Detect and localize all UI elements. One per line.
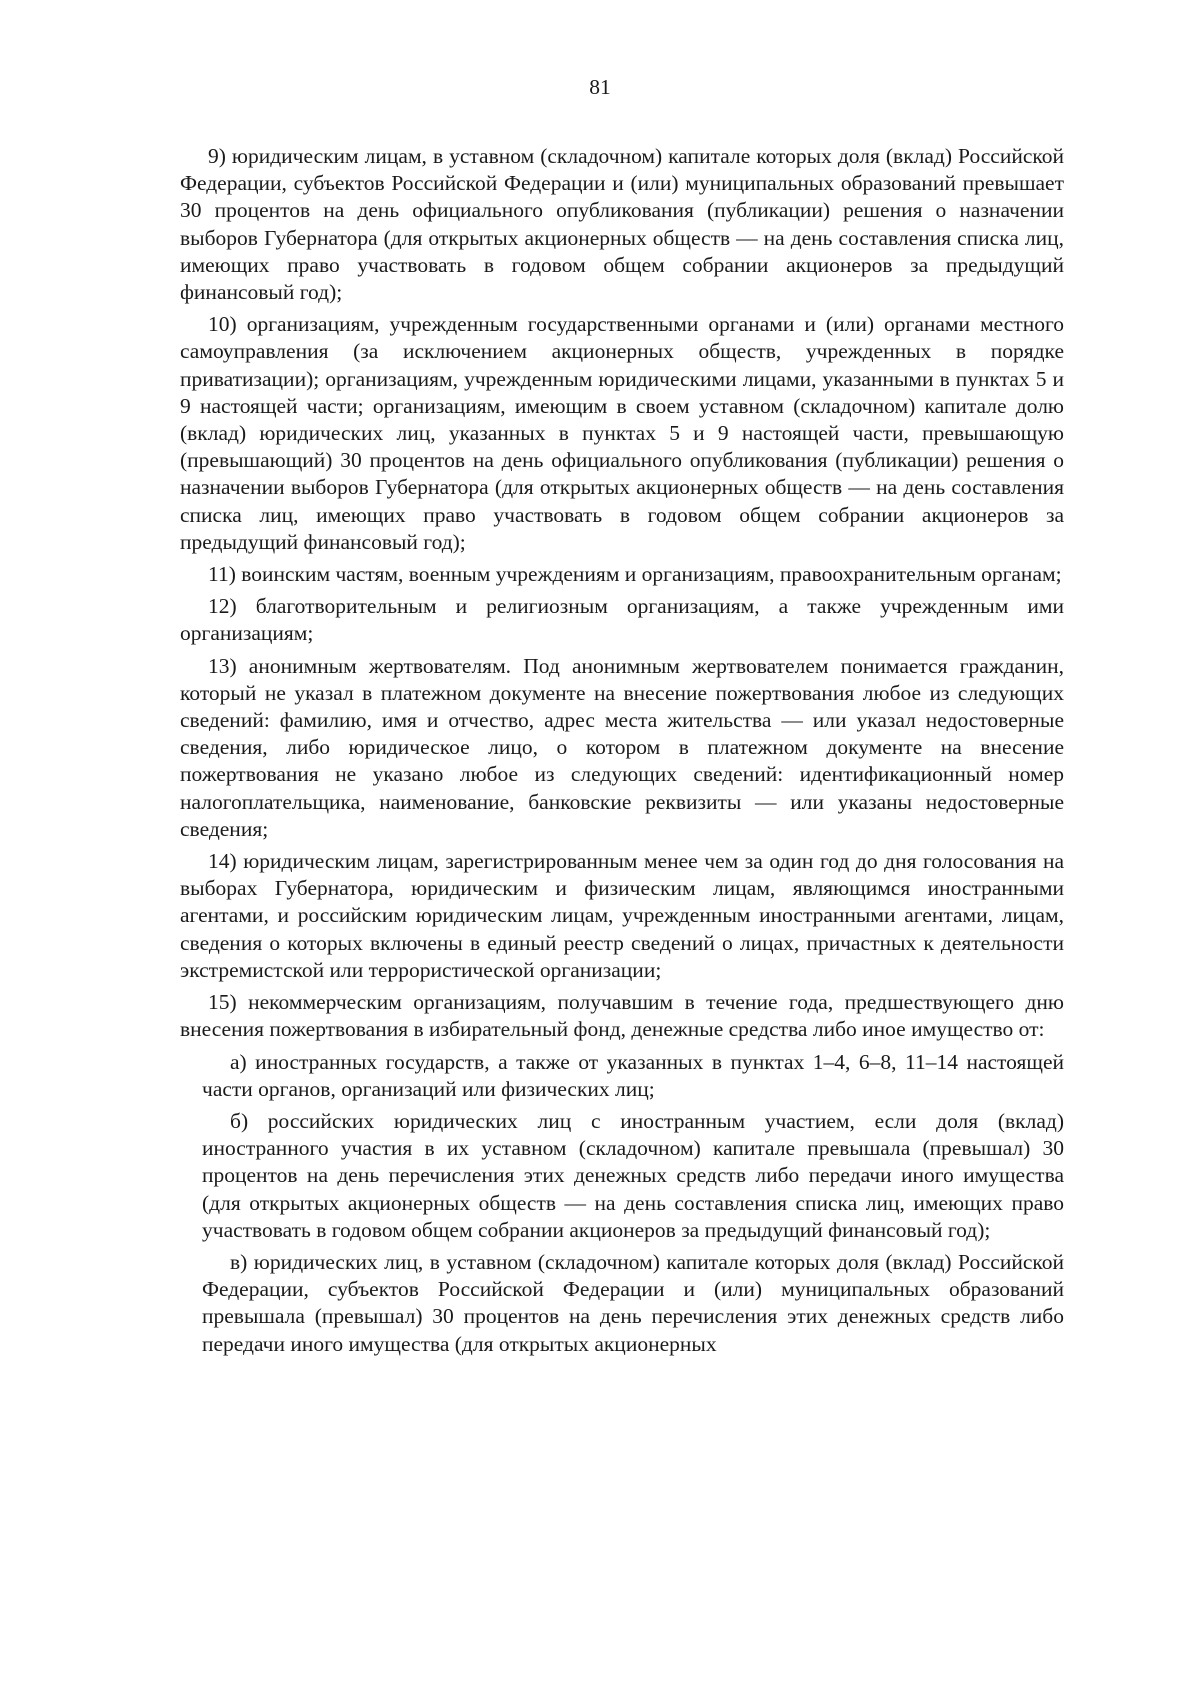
paragraph-item-10: 10) организациям, учрежденным государственными органами и (или) органами местного самоуправления (за исключением акционерных обществ, учрежденных в порядке приватизации); организациям, учрежденным юридическими лицами, указанными в пунктах 5 и 9 настоящей части; организациям, имеющим в своем уставном (складочном) капитале долю (вклад) юридических лиц, указанных в пунктах 5 и 9 настоящей части, превышающую (превышающий) 30 процентов на день официального опубликования (публикации) решения о назначении выборов Губернатора (для открытых акционерных обществ — на день составления списка лиц, имеющих право участвовать в годовом общем собрании акционеров за предыдущий финансовый год);: [180, 312, 1064, 554]
paragraph-item-15: 15) некоммерческим организациям, получавшим в течение года, предшествующего дню внесения пожертвования в избирательный фонд, денежные средства либо иное имущество от:: [180, 990, 1064, 1042]
subitem-b: б) российских юридических лиц с иностранным участием, если доля (вклад) иностранного участия в их уставном (складочном) капитале превышала (превышал) 30 процентов на день перечисления этих денежных средств либо передачи иного имущества (для открытых акционерных обществ — на день составления списка лиц, имеющих право участвовать в годовом общем собрании акционеров за предыдущий финансовый год);: [202, 1108, 1064, 1242]
paragraph-item-9: 9) юридическим лицам, в уставном (складочном) капитале которых доля (вклад) Российской Федерации, субъектов Российской Федерации и (или) муниципальных образований превышает 30 процентов на день официального опубликования (публикации) решения о назначении выборов Губернатора (для открытых акционерных обществ — на день составления списка лиц, имеющих право участвовать в годовом общем собрании акционеров за предыдущий финансовый год);: [180, 144, 1064, 305]
paragraph-item-12: 12) благотворительным и религиозным организациям, а также учрежденным ими организациям;: [180, 594, 1064, 646]
paragraph-item-13: 13) анонимным жертвователям. Под анонимным жертвователем понимается гражданин, который не указал в платежном документе на внесение пожертвования любое из следующих сведений: фамилию, имя и отчество, адрес места жительства — или указал недостоверные сведения, либо юридическое лицо, о котором в платежном документе на внесение пожертвования не указано любое из следующих сведений: идентификационный номер налогоплательщика, наименование, банковские реквизиты — или указаны недостоверные сведения;: [180, 653, 1064, 841]
subitem-v: в) юридических лиц, в уставном (складочном) капитале которых доля (вклад) Российской Федерации, субъектов Российской Федерации и (или) муниципальных образований превышала (превышал) 30 процентов на день перечисления этих денежных средств либо передачи иного имущества (для открытых акционерных: [202, 1249, 1064, 1356]
document-body: [180, 143, 1064, 1363]
page-number: 81: [589, 75, 611, 99]
paragraph-item-11: 11) воинским частям, военным учреждениям и организациям, правоохранительным органам;: [208, 562, 1062, 587]
subitem-a: а) иностранных государств, а также от указанных в пунктах 1–4, 6–8, 11–14 настоящей части органов, организаций или физических лиц;: [202, 1049, 1064, 1101]
paragraph-item-14: 14) юридическим лицам, зарегистрированным менее чем за один год до дня голосования на выборах Губернатора, юридическим и физическим лицам, являющимся иностранными агентами, и российским юридическим лицам, учрежденным иностранными агентами, лицам, сведения о которых включены в единый реестр сведений о лицах, причастных к деятельности экстремистской или террористической организации;: [180, 849, 1064, 982]
